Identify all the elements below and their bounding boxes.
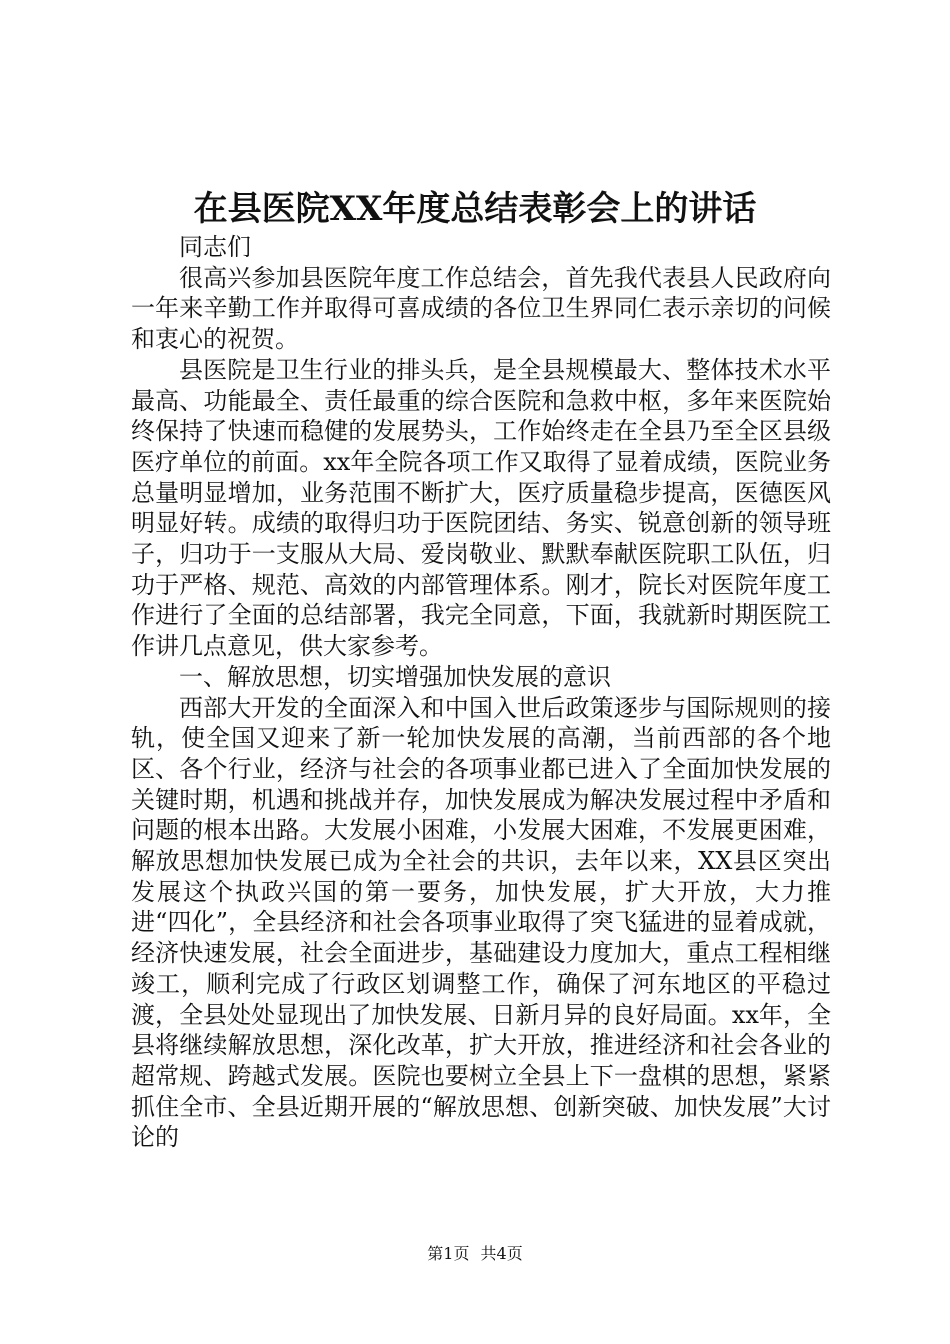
body-paragraph: 县医院是卫生行业的排头兵，是全县规模最大、整体技术水平最高、功能最全、责任最重的综合医院和急救中枢，多年来医院始终保持了快速而稳健的发展势头，工作始终走在全县乃至全区县级医疗单位的前面。xx年全院各项工作又取得了显着成绩，医院业务总量明显增加，业务范围不断扩大，医疗质量稳步提高，医德医风明显好转。成绩的取得归功于医院团结、务实、锐意创新的领导班子，归功于一支服从大局、爱岗敬业、默默奉献医院职工队伍，归功于严格、规范、高效的内部管理体系。刚才，院长对医院年度工作进行了全面的总结部署，我完全同意，下面，我就新时期医院工作讲几点意见，供大家参考。 — [131, 355, 831, 661]
body-paragraph: 很高兴参加县医院年度工作总结会，首先我代表县人民政府向一年来辛勤工作并取得可喜成绩的各位卫生界同仁表示亲切的问候和衷心的祝贺。 — [131, 263, 831, 354]
document-title: 在县医院XX年度总结表彰会上的讲话 — [193, 189, 757, 229]
page-footer — [0, 1243, 950, 1265]
page-total: 共4页 — [480, 1244, 523, 1263]
document-body — [131, 232, 831, 1153]
section-heading: 一、解放思想，切实增强加快发展的意识 — [179, 662, 611, 691]
salutation-paragraph: 同志们 — [179, 233, 251, 261]
body-paragraph: 西部大开发的全面深入和中国入世后政策逐步与国际规则的接轨，使全国又迎来了新一轮加快发展的高潮，当前西部的各个地区、各个行业，经济与社会的各项事业都已进入了全面加快发展的关键时期，机遇和挑战并存，加快发展成为解决发展过程中矛盾和问题的根本出路。大发展小困难，小发展大困难，不发展更困难，解放思想加快发展已成为全社会的共识，去年以来，XX县区突出发展这个执政兴国的第一要务，加快发展，扩大开放，大力推进“四化”，全县经济和社会各项事业取得了突飞猛进的显着成就，经济快速发展，社会全面进步，基础建设力度加大，重点工程相继竣工，顺利完成了行政区划调整工作，确保了河东地区的平稳过渡，全县处处显现出了加快发展、日新月异的良好局面。xx年，全县将继续解放思想，深化改革，扩大开放，推进经济和社会各业的超常规、跨越式发展。医院也要树立全县上下一盘棋的思想，紧紧抓住全市、全县近期开展的“解放思想、创新突破、加快发展”大讨论的 — [131, 693, 831, 1152]
page-number: 第1页 — [427, 1244, 470, 1263]
